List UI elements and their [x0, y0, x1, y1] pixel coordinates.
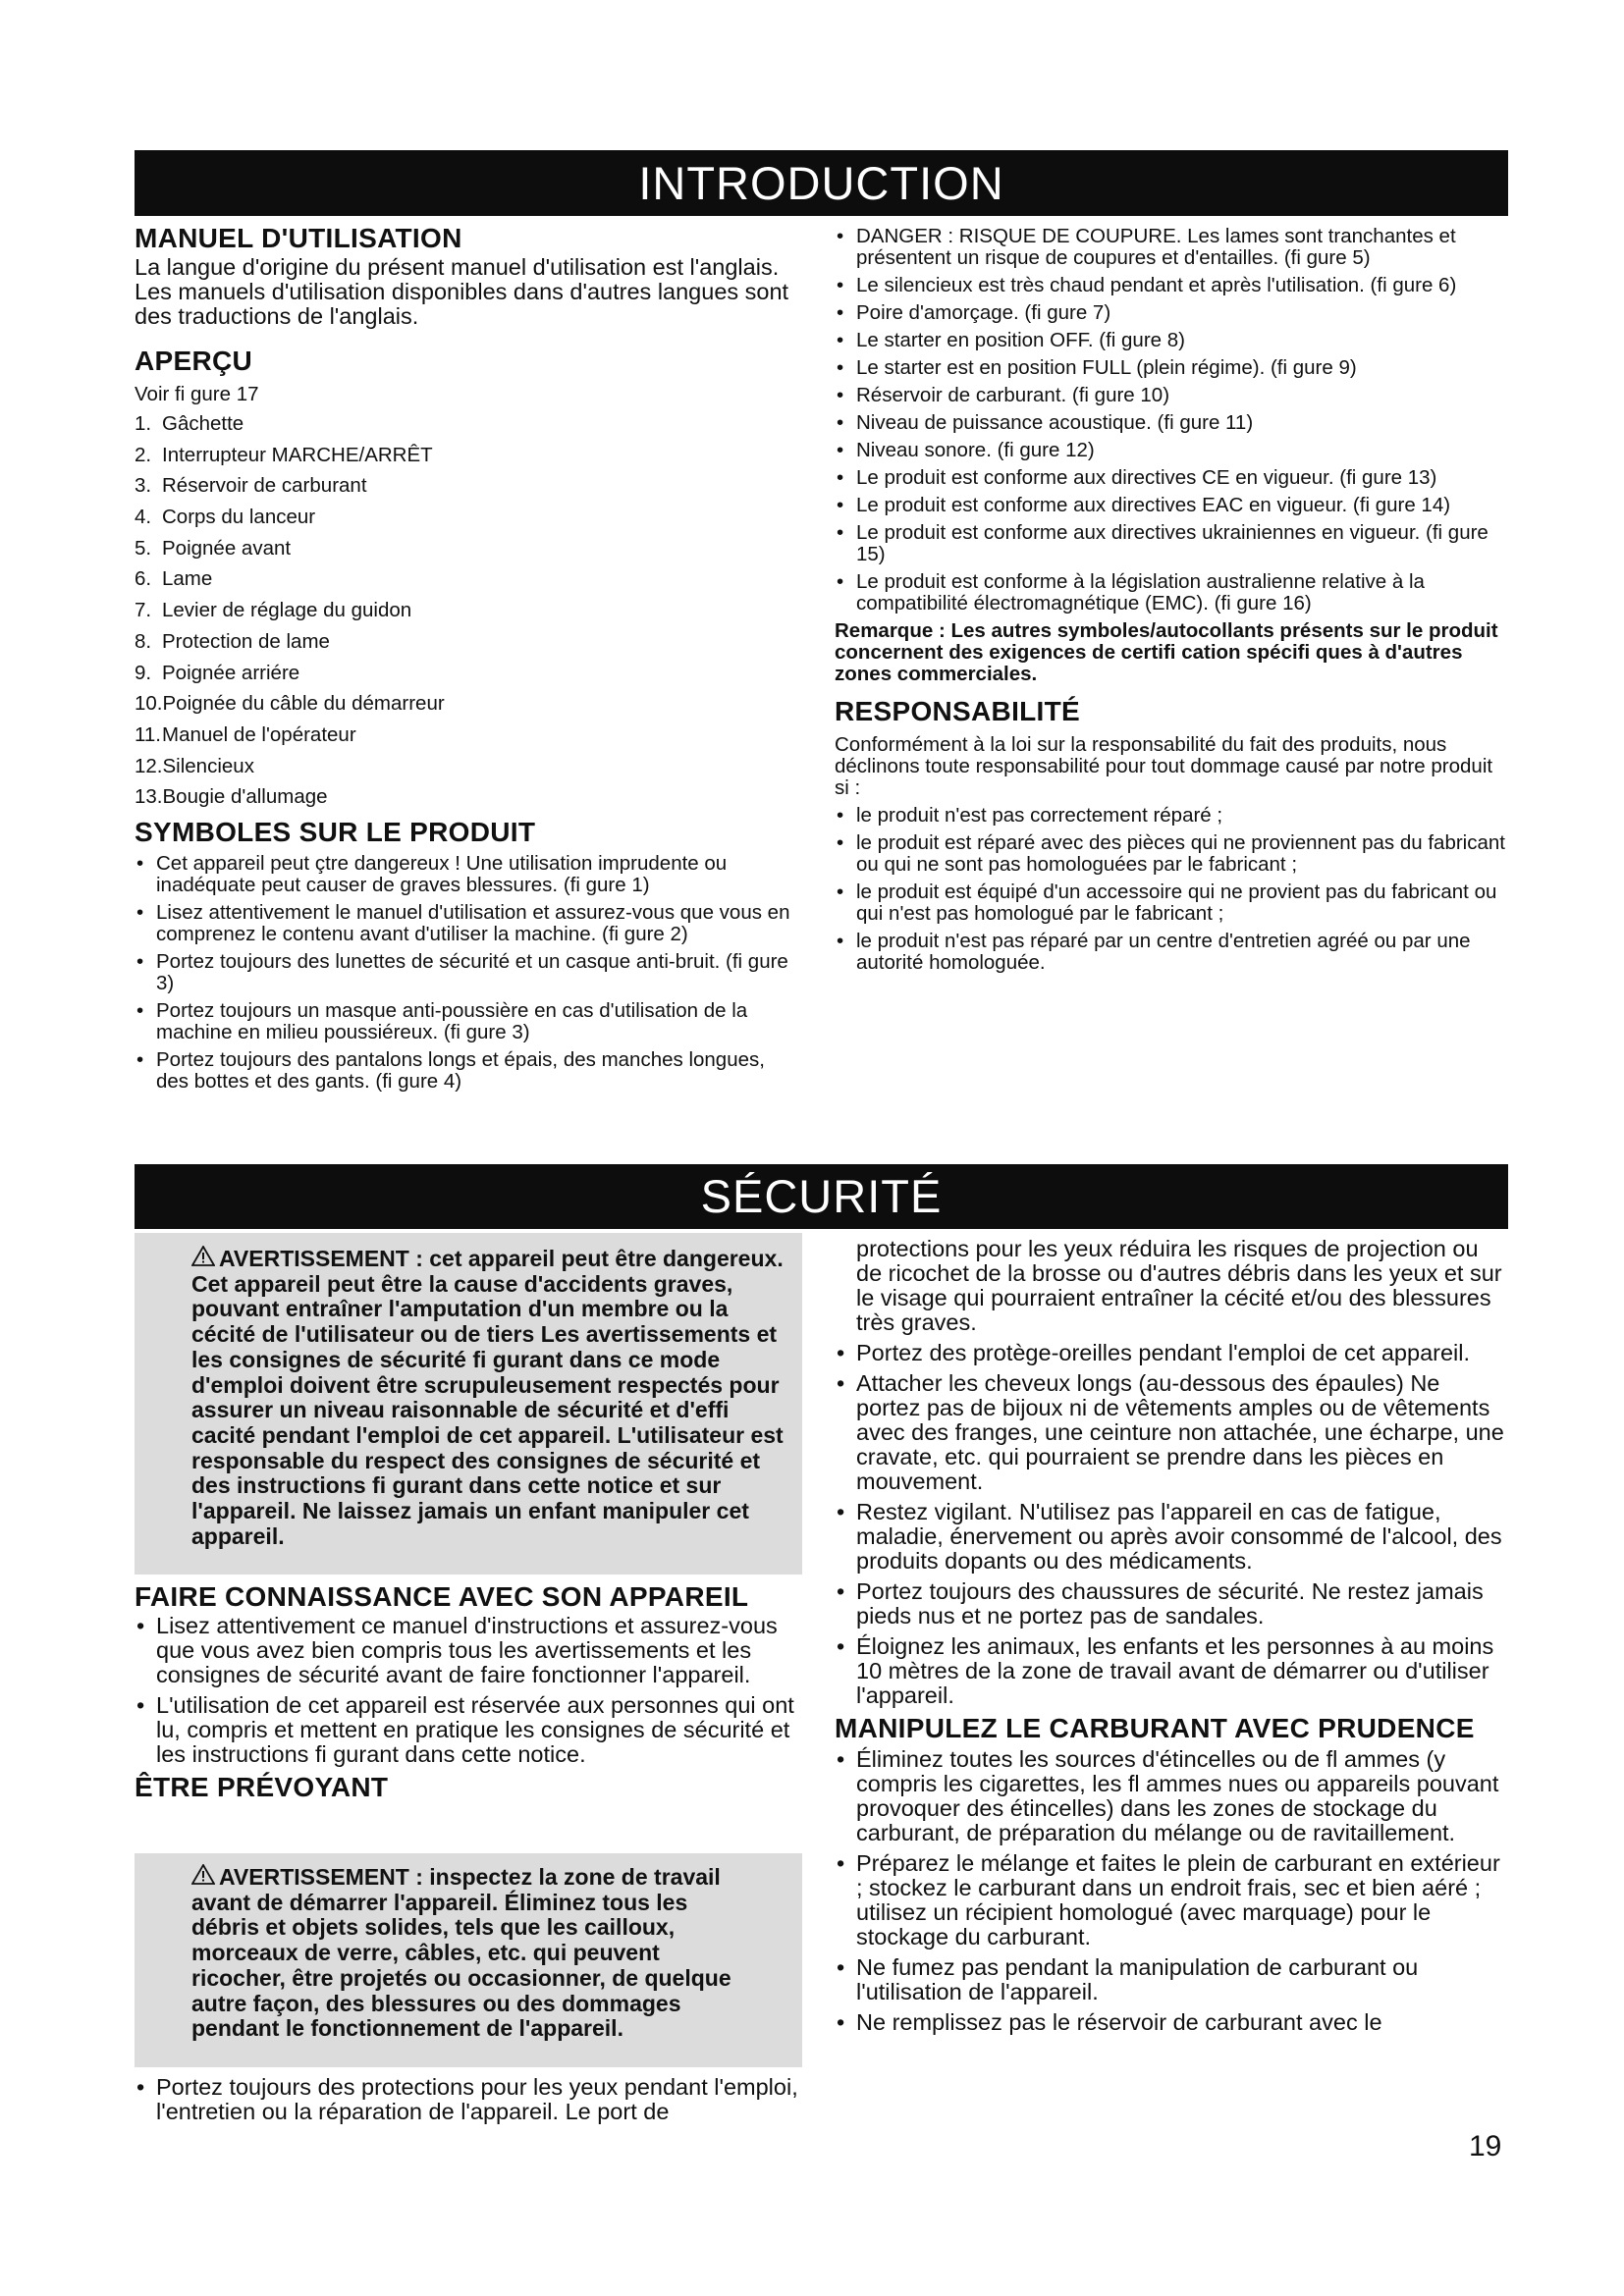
list-item [135, 600, 802, 621]
securite-right-list [835, 1341, 1508, 1708]
item-number: 10. [135, 692, 163, 716]
list-item: • Restez vigilant. N'utilisez pas l'appareil en cas de fatigue, maladie, énervement ou après avoir consommé de l'alcool, des produits dopants ou des médicaments. [835, 1500, 1508, 1574]
etre-item-wrap [135, 2075, 802, 2130]
list-item [135, 663, 802, 684]
list-item: • Niveau sonore. (fi gure 12) [835, 440, 1508, 461]
list-item: • Portez toujours des lunettes de sécurité et un casque anti-bruit. (fi gure 3) [135, 951, 802, 994]
list-item: • Le starter en position OFF. (fi gure 8) [835, 330, 1508, 351]
list-item: • Le starter est en position FULL (plein régime). (fi gure 9) [835, 357, 1508, 379]
item-number: 8. [135, 629, 152, 653]
item-number: 1. [135, 412, 152, 435]
warning-triangle-icon [191, 1864, 219, 1891]
item-number: 9. [135, 661, 152, 684]
list-item: • Portez toujours des pantalons longs et épais, des manches longues, des bottes et des gants. (fi gure 4) [135, 1049, 802, 1093]
list-item: • Portez toujours des protections pour les yeux pendant l'emploi, l'entretien ou la réparation de l'appareil. Le port de [135, 2075, 802, 2124]
list-item: • Lisez attentivement le manuel d'utilisation et assurez-vous que vous en comprenez le contenu avant d'utiliser la machine. (fi gure 2) [135, 902, 802, 945]
list-item [135, 413, 802, 435]
item-label: Protection de lame [162, 629, 330, 653]
item-label: Levier de réglage du guidon [162, 599, 412, 622]
section-title-introduction: INTRODUCTION [135, 150, 1508, 216]
item-label: Lame [162, 567, 213, 591]
section-title-securite: SÉCURITÉ [135, 1164, 1508, 1229]
securite-right-column [835, 1237, 1508, 2041]
list-item [135, 538, 802, 560]
list-item: • le produit n'est pas réparé par un centre d'entretien agréé ou par une autorité homologuée. [835, 931, 1508, 974]
item-label: Poignée du câble du démarreur [162, 692, 445, 716]
item-number: 4. [135, 506, 152, 529]
item-number: 5. [135, 536, 152, 560]
item-label: Gâchette [162, 412, 244, 435]
securite-left-column [135, 1582, 802, 1802]
remarque-note: Remarque : Les autres symboles/autocollants présents sur le produit concernent des exigences de certifi cation spécifi ques à d'autres zones commerciales. [835, 619, 1498, 685]
list-item [135, 693, 802, 715]
list-item: • Cet appareil peut çtre dangereux ! Une utilisation imprudente ou inadéquate peut causer de graves blessures. (fi gure 1) [135, 853, 802, 896]
item-number: 12. [135, 754, 163, 777]
list-item: • Préparez le mélange et faites le plein de carburant en extérieur ; stockez le carburant dans un endroit frais, sec et bien aéré ; utilisez un récipient homologué (avec marquage) pour le stockage du carburant. [835, 1851, 1508, 1949]
heading-manuel: MANUEL D'UTILISATION [135, 223, 462, 253]
responsabilite-text: Conformément à la loi sur la responsabilité du fait des produits, nous déclinons toute responsabilité pour tout dommage causé par notre produit si : [835, 733, 1493, 799]
list-item: • Lisez attentivement ce manuel d'instructions et assurez-vous que vous avez bien compris tous les avertissements et les consignes de sécurité avant de faire fonctionner l'appareil. [135, 1614, 802, 1687]
list-item: • Le silencieux est très chaud pendant et après l'utilisation. (fi gure 6) [835, 275, 1508, 296]
item-label: Poignée avant [162, 536, 292, 560]
symbol-descriptions-list [835, 226, 1508, 614]
list-item [135, 445, 802, 466]
responsabilite-list [835, 805, 1508, 974]
item-label: Interrupteur MARCHE/ARRÊT [162, 443, 433, 466]
item-label: Réservoir de carburant [162, 474, 367, 498]
list-item: • L'utilisation de cet appareil est réservée aux personnes qui ont lu, compris et mettent en pratique les consignes de sécurité et les instructions fi gurant dans cette notice. [135, 1693, 802, 1767]
list-item: • Le produit est conforme aux directives CE en vigueur. (fi gure 13) [835, 467, 1508, 489]
item-number: 6. [135, 567, 152, 591]
item-label: Corps du lanceur [162, 506, 316, 529]
item-number: 2. [135, 443, 152, 466]
faire-list [135, 1614, 802, 1767]
list-item: • Poire d'amorçage. (fi gure 7) [835, 302, 1508, 324]
list-item: • Portez des protège-oreilles pendant l'emploi de cet appareil. [835, 1341, 1508, 1365]
warning-text-danger: AVERTISSEMENT : cet appareil peut être dangereux. Cet appareil peut être la cause d'accidents graves, pouvant entraîner l'amputation d'un membre ou la cécité de l'utilisateur ou de tiers Les avertissements et les consignes de sécurité fi gurant dans ce mode d'emploi doivent être scrupuleusement respectés pour assurer un niveau raisonnable de sécurité et d'effi cacité pendant l'emploi de cet appareil. L'utilisateur est responsable du respect des consignes de sécurité et des instructions fi gurant dans cette notice et sur l'appareil. Ne laissez jamais un enfant manipuler cet appareil. [191, 1246, 784, 1549]
symboles-list [135, 853, 802, 1093]
list-item: • Le produit est conforme aux directives EAC en vigueur. (fi gure 14) [835, 495, 1508, 516]
apercu-list [135, 413, 802, 808]
carburant-list [835, 1747, 1508, 2035]
heading-etre-prevoyant: ÊTRE PRÉVOYANT [135, 1772, 389, 1802]
item-label: Manuel de l'opérateur [162, 722, 356, 746]
item-number: 11. [135, 722, 161, 746]
list-item [135, 756, 802, 777]
list-item: • Éliminez toutes les sources d'étincelles ou de fl ammes (y compris les cigarettes, les fl ammes nues ou appareils pouvant provoquer des étincelles) dans les zones de stockage du carburant, de préparation du mélange ou de ravitaillement. [835, 1747, 1508, 1845]
warning-box-zone [135, 1853, 802, 2067]
list-item [135, 631, 802, 653]
list-item [135, 786, 802, 808]
eye-protection-continued: protections pour les yeux réduira les risques de projection ou de ricochet de la brosse ou d'autres débris dans les yeux et sur le visage qui pourraient entraîner la cécité et/ou des blessures très graves. [856, 1236, 1502, 1335]
list-item: • le produit est réparé avec des pièces qui ne proviennent pas du fabricant ou qui ne sont pas homologuées par le fabricant ; [835, 832, 1508, 876]
heading-faire-connaissance: FAIRE CONNAISSANCE AVEC SON APPAREIL [135, 1581, 749, 1612]
heading-symboles: SYMBOLES SUR LE PRODUIT [135, 816, 536, 847]
list-item: • Le produit est conforme aux directives ukrainiennes en vigueur. (fi gure 15) [835, 522, 1508, 565]
item-label: Bougie d'allumage [162, 785, 328, 809]
item-label: Poignée arriére [162, 661, 300, 684]
list-item [135, 568, 802, 590]
list-item [135, 507, 802, 528]
list-item: • le produit n'est pas correctement réparé ; [835, 805, 1508, 827]
list-item: • le produit est équipé d'un accessoire qui ne provient pas du fabricant ou qui n'est pas homologué par le fabricant ; [835, 881, 1508, 925]
list-item: • Ne remplissez pas le réservoir de carburant avec le [835, 2010, 1508, 2035]
list-item [135, 475, 802, 497]
item-label: Silencieux [162, 754, 254, 777]
heading-responsabilite: RESPONSABILITÉ [835, 696, 1081, 726]
list-item: • Portez toujours des chaussures de sécurité. Ne restez jamais pieds nus et ne portez pas de sandales. [835, 1579, 1508, 1629]
list-item: • Niveau de puissance acoustique. (fi gure 11) [835, 412, 1508, 434]
list-item: • Attacher les cheveux longs (au-dessous des épaules) Ne portez pas de bijoux ni de vêtements amples ou de vêtements avec des franges, une ceinture non attachée, une écharpe, une cravate, etc. qui pourraient se prendre dans les pièces en mouvement. [835, 1371, 1508, 1494]
list-item [135, 724, 802, 746]
manuel-text: La langue d'origine du présent manuel d'utilisation est l'anglais. Les manuels d'utilisation disponibles dans d'autres langues sont des traductions de l'anglais. [135, 254, 789, 329]
intro-right-column [835, 226, 1508, 980]
apercu-voir: Voir fi gure 17 [135, 383, 259, 405]
list-item: • Éloignez les animaux, les enfants et les personnes à au moins 10 mètres de la zone de travail avant de démarrer ou d'utiliser l'appareil. [835, 1634, 1508, 1708]
warning-triangle-icon [191, 1246, 219, 1272]
list-item: • DANGER : RISQUE DE COUPURE. Les lames sont tranchantes et présentent un risque de coupures et d'entailles. (fi gure 5) [835, 226, 1508, 269]
item-number: 3. [135, 474, 152, 498]
page-number: 19 [1469, 2130, 1502, 2163]
intro-left-column [135, 224, 802, 1098]
item-number: 7. [135, 599, 152, 622]
list-item: • Réservoir de carburant. (fi gure 10) [835, 385, 1508, 406]
item-number: 13. [135, 785, 163, 809]
heading-carburant: MANIPULEZ LE CARBURANT AVEC PRUDENCE [835, 1713, 1475, 1743]
list-item: • Portez toujours un masque anti-poussière en cas d'utilisation de la machine en milieu poussiéreux. (fi gure 3) [135, 1000, 802, 1043]
list-item: • Le produit est conforme à la législation australienne relative à la compatibilité électromagnétique (EMC). (fi gure 16) [835, 571, 1508, 614]
heading-apercu: APERÇU [135, 346, 253, 376]
warning-box-danger [135, 1233, 802, 1575]
list-item: • Ne fumez pas pendant la manipulation de carburant ou l'utilisation de l'appareil. [835, 1955, 1508, 2004]
warning-text-zone: AVERTISSEMENT : inspectez la zone de travail avant de démarrer l'appareil. Éliminez tous les débris et objets solides, tels que les cailloux, morceaux de verre, câbles, etc. qui peuvent ricocher, être projetés ou occasionner, de quelque autre façon, des blessures ou des dommages pendant le fonctionnement de l'appareil. [191, 1864, 731, 2042]
